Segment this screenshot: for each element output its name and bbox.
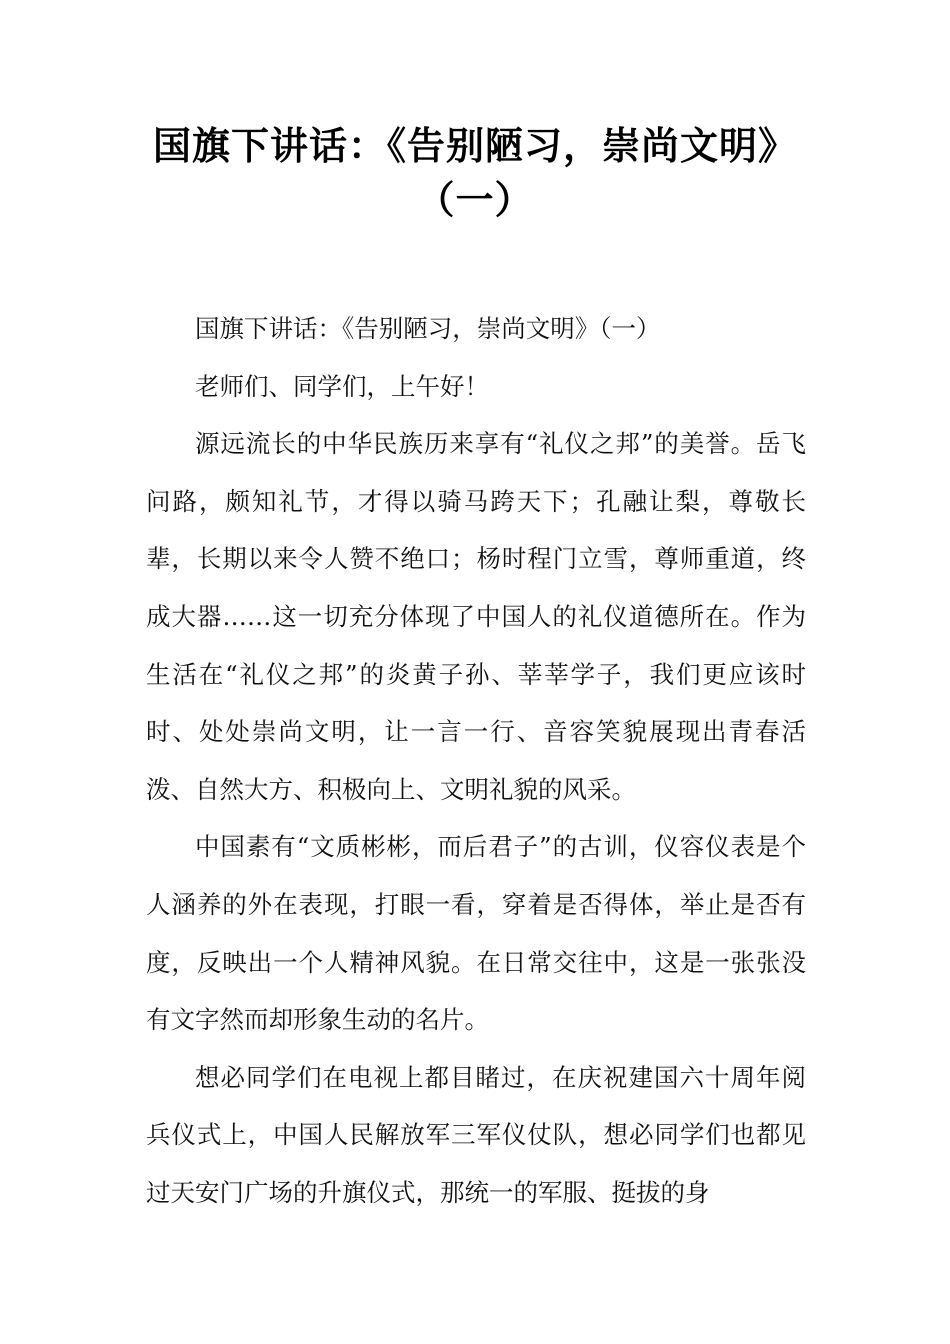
paragraph: 想必同学们在电视上都目睹过，在庆祝建国六十周年阅兵仪式上，中国人民解放军三军仪仗队，想必同学们也都见过天安门广场的升旗仪式，那统一的军服、挺拔的身 [146, 1062, 806, 1207]
document-title-subtitle: （一） [416, 178, 534, 222]
paragraph-heading: 国旗下讲话：《告别陋习，崇尚文明》（一） [195, 314, 661, 343]
paragraph: 中国素有“文质彬彬，而后君子”的古训，仪容仪表是个人涵养的外在表现，打眼一看，穿着是否得体，举止是否有度，反映出一个人精神风貌。在日常交往中，这是一张张没有文字然而却形象生动的名片。 [146, 832, 806, 1035]
paragraph: 源远流长的中华民族历来享有“礼仪之邦”的美誉。岳飞问路，颇知礼节，才得以骑马跨天下；孔融让梨，尊敬长辈，长期以来令人赞不绝口；杨时程门立雪，尊师重道，终成大器……这一切充分体现了中国人的礼仪道德所在。作为生活在“礼仪之邦”的炎黄子孙、莘莘学子，我们更应该时时、处处崇尚文明，让一言一行、音容笑貌展现出青春活泼、自然大方、积极向上、文明礼貌的风采。 [146, 429, 806, 804]
document-title: 国旗下讲话：《告别陋习，崇尚文明》 [152, 124, 797, 168]
paragraph-greeting: 老师们、同学们，上午好！ [195, 371, 489, 401]
document-body [146, 300, 806, 1222]
